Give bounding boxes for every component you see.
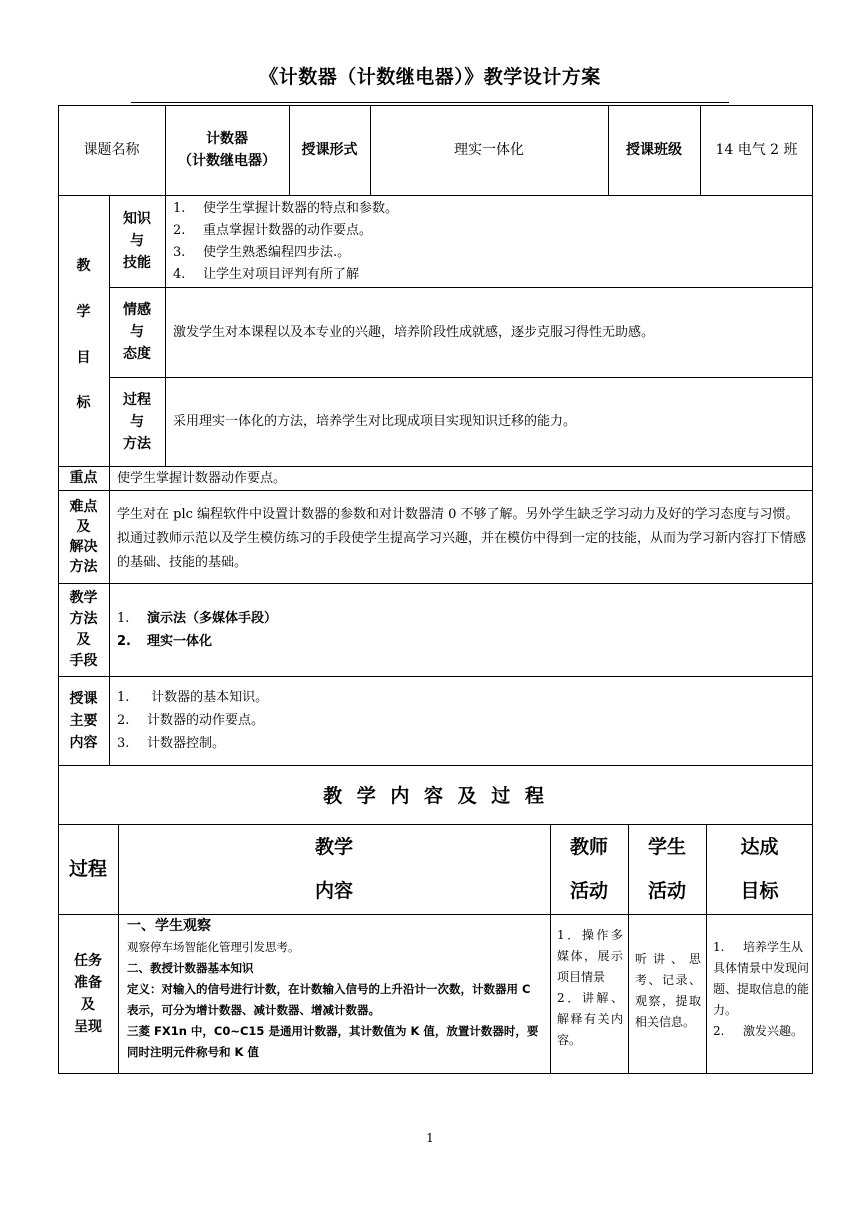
document-title: 《计数器（计数继电器）》教学设计方案 <box>259 66 601 88</box>
list-item: 2. 重点掌握计数器的动作要点。 <box>173 223 373 238</box>
emotion-text: 激发学生对本课程以及本专业的兴趣，培养阶段性成就感，逐步克服习得性无助感。 <box>173 324 655 340</box>
knowledge-label: 知识 与 技能 <box>123 211 151 271</box>
stage-content <box>127 916 545 1063</box>
list-item: 1. 计数器的基本知识。 <box>117 690 269 705</box>
col-header-student: 学生 活动 <box>647 836 686 902</box>
stage-label: 任务 准备 及 呈现 <box>74 953 102 1035</box>
list-item: 3. 使学生熟悉编程四步法.。 <box>173 245 351 260</box>
student-activity: 听讲、思考、记录、观察，提取相关信息。 <box>635 952 701 1029</box>
col-header-content: 教学 内容 <box>314 836 353 902</box>
section-title: 教 学 内 容 及 过 程 <box>323 785 548 807</box>
divider <box>58 914 813 915</box>
list-item: 1. 培养学生从具体情景中发现问题、提取信息的能力。 <box>713 940 810 1017</box>
list-item: 2. 激发兴趣。 <box>713 1024 804 1038</box>
divider <box>58 195 813 196</box>
difficulty-text: 学生对在 plc 编程软件中设置计数器的参数和对计数器清 0 不够了解。另外学生缺乏学习动力及好的学习态度与习惯。拟通过教师示范以及学生模仿练习的手段使学生提高学习兴趣，并在模仿中得到一定的技能，从而为学习新内容打下情感的基础、技能的基础。 <box>117 507 807 570</box>
col-header-goal: 达成 目标 <box>740 836 779 902</box>
content-heading-1: 一、学生观察 <box>127 918 211 934</box>
key-point-label: 重点 <box>69 470 98 486</box>
process-text: 采用理实一体化的方法，培养学生对比现成项目实现知识迁移的能力。 <box>173 414 577 429</box>
methods-list <box>117 607 797 653</box>
content-paragraph-3: 三菱 FX1n 中，C0~C15 是通用计数器，其计数值为 K 值，放置计数器时，要同时注明元件称号和 K 值 <box>127 1024 539 1059</box>
goal-list <box>713 937 810 1042</box>
form-label: 授课形式 <box>301 142 358 158</box>
content-paragraph-2: 定义：对输入的信号进行计数，在计数输入信号的上升沿计一次数，计数器用 C 表示，可分为增计数器、减计数器、增减计数器。 <box>127 982 531 1017</box>
col-header-teacher: 教师 活动 <box>569 836 608 902</box>
content-list <box>117 686 797 755</box>
col-header-process: 过程 <box>68 858 107 880</box>
list-item: 2. 计数器的动作要点。 <box>117 713 265 728</box>
knowledge-list <box>173 199 803 285</box>
methods-label: 教学 方法 及 手段 <box>69 589 98 669</box>
process-label: 过程 与 方法 <box>123 391 151 452</box>
divider <box>109 466 110 766</box>
divider <box>58 583 813 584</box>
content-heading-2: 二、教授计数器基本知识 <box>127 961 254 975</box>
list-item: 1. 使学生掌握计数器的特点和参数。 <box>173 201 399 216</box>
class-label: 授课班级 <box>626 142 682 158</box>
content-label: 授课 主要 内容 <box>69 691 98 751</box>
divider <box>165 195 166 466</box>
content-paragraph-1: 观察停车场智能化管理引发思考。 <box>127 940 300 954</box>
page-number: 1 <box>426 1131 434 1145</box>
list-item: 3. 计数器控制。 <box>117 736 226 751</box>
divider <box>58 490 813 491</box>
key-point-text: 使学生掌握计数器动作要点。 <box>117 470 287 486</box>
emotion-label: 情感 与 态度 <box>123 302 151 362</box>
class-value: 14 电气 2 班 <box>715 142 798 158</box>
difficulty-label: 难点 及 解决 方法 <box>69 498 98 575</box>
list-item: 4. 让学生对项目评判有所了解 <box>173 267 360 282</box>
course-name-value: 计数器 （计数继电器） <box>178 131 276 169</box>
teacher-activity: 1．操作多媒体，展示项目情景 2．讲解、解释有关内容。 <box>557 928 623 1047</box>
list-item: 2. 理实一体化 <box>117 634 213 649</box>
title-underline <box>131 102 729 103</box>
goals-side-label: 教 学 目 标 <box>76 258 91 411</box>
divider <box>58 676 813 677</box>
form-value: 理实一体化 <box>454 142 524 158</box>
list-item: 1. 演示法（多媒体手段） <box>117 611 278 626</box>
course-name-label: 课题名称 <box>83 142 140 158</box>
